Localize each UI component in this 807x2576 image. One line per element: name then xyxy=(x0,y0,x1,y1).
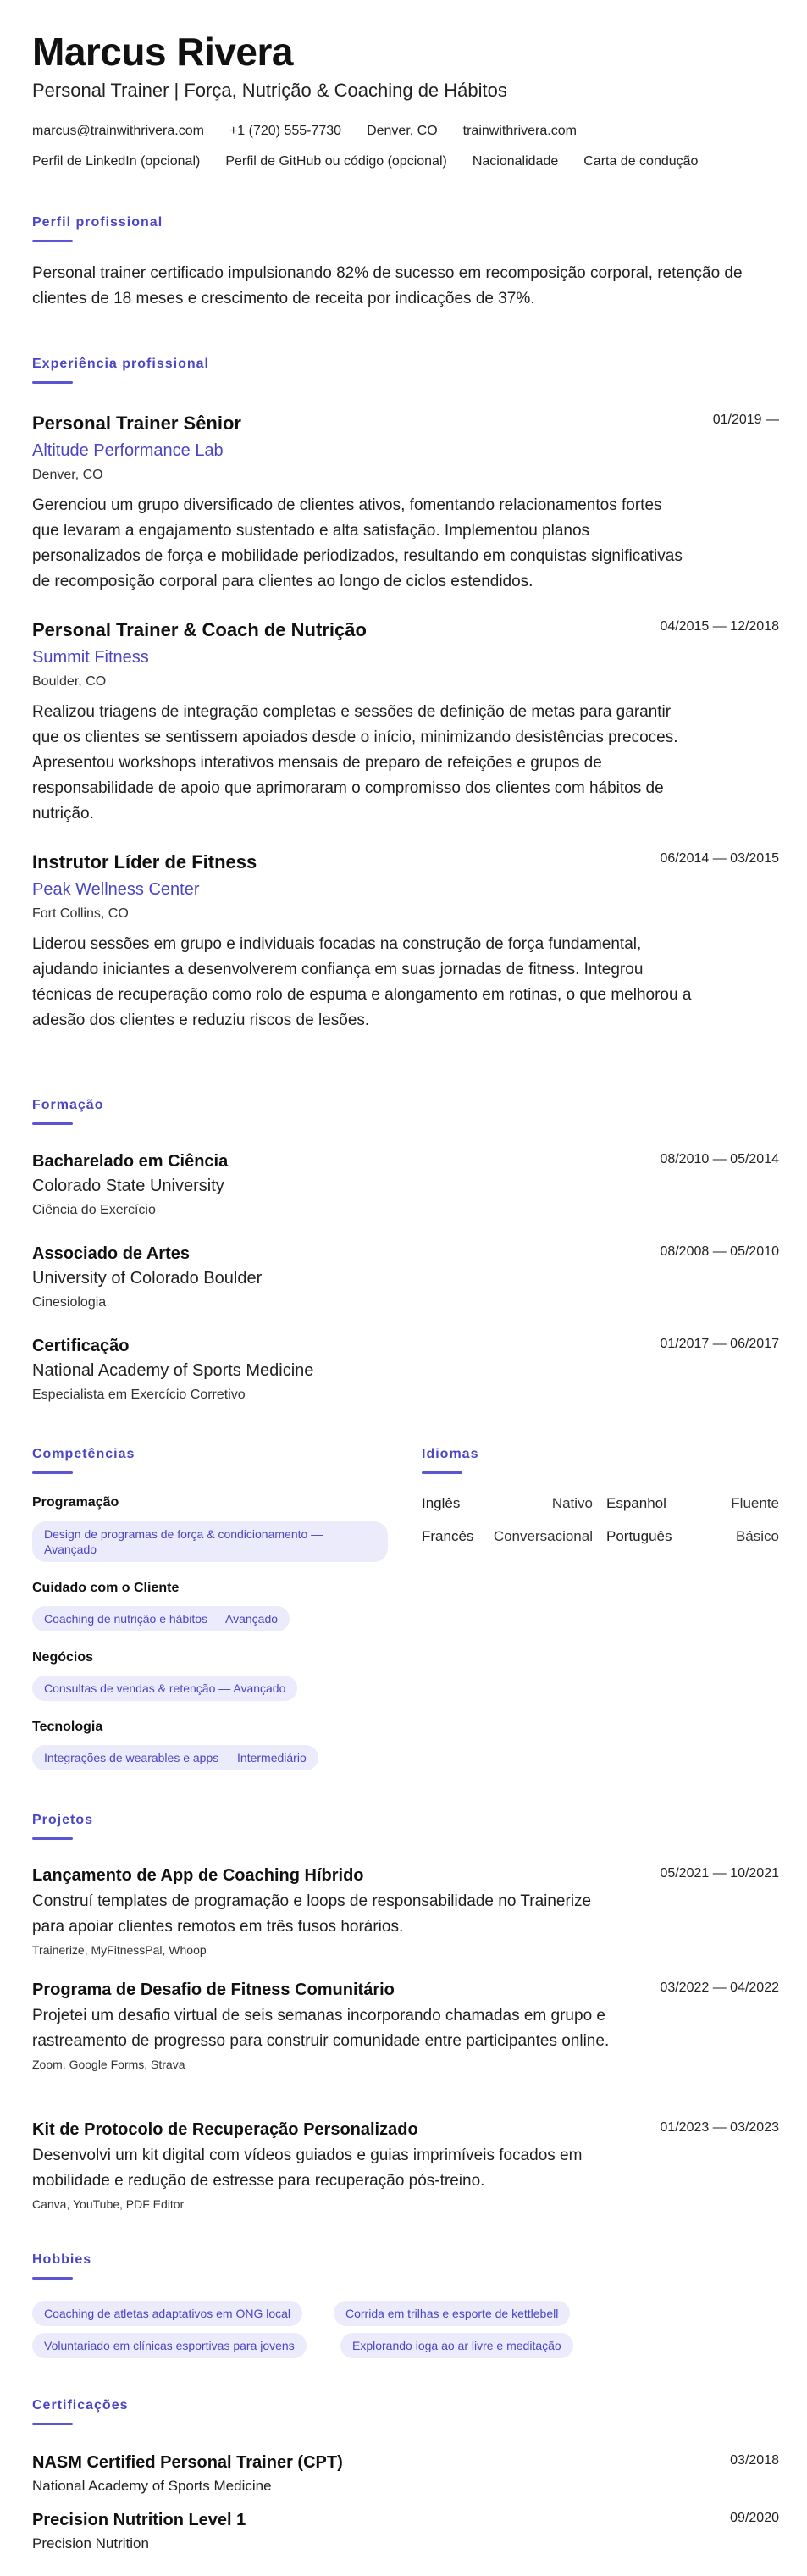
contact-phone[interactable]: +1 (720) 555-7730 xyxy=(229,124,342,138)
certification-name: NASM Certified Personal Trainer (CPT) xyxy=(32,2453,343,2472)
education-degree: Certificação xyxy=(32,1337,130,1355)
job-dates: 06/2014 — 03/2015 xyxy=(660,851,779,866)
education-entry xyxy=(32,1152,779,1218)
contact-linkedin[interactable]: Perfil de LinkedIn (opcional) xyxy=(32,154,201,169)
education-degree: Associado de Artes xyxy=(32,1244,190,1263)
education-field: Ciência do Exercício xyxy=(32,1203,156,1217)
job-company: Altitude Performance Lab xyxy=(32,441,224,460)
skill-pill: Design de programas de força & condicionamento — Avançado xyxy=(32,1521,388,1562)
contact-email[interactable]: marcus@trainwithrivera.com xyxy=(32,124,204,138)
skill-pill: Integrações de wearables e apps — Intermediário xyxy=(32,1745,318,1770)
job-entry xyxy=(32,619,779,827)
education-entry xyxy=(32,1337,779,1403)
certification-date: 09/2020 xyxy=(730,2511,779,2525)
job-title: Personal Trainer & Coach de Nutrição xyxy=(32,619,367,640)
language-name: Francês xyxy=(422,1528,474,1544)
language-level: Conversacional xyxy=(493,1528,593,1544)
job-company: Peak Wellness Center xyxy=(32,880,200,899)
job-location: Denver, CO xyxy=(32,468,103,482)
skill-category: Negócios xyxy=(32,1650,94,1665)
project-title: Programa de Desafio de Fitness Comunitário xyxy=(32,1980,395,1999)
education-school: University of Colorado Boulder xyxy=(32,1269,263,1288)
education-field: Cinesiologia xyxy=(32,1295,107,1310)
candidate-headline: Personal Trainer | Força, Nutrição & Coaching de Hábitos xyxy=(32,80,507,101)
certification-entry xyxy=(32,2511,779,2552)
skill-pill: Coaching de nutrição e hábitos — Avançado xyxy=(32,1606,290,1631)
section-title-profile: Perfil profissional xyxy=(32,215,163,230)
section-rule xyxy=(32,1471,73,1474)
project-dates: 01/2023 — 03/2023 xyxy=(660,2120,779,2135)
section-rule xyxy=(32,240,73,242)
section-title-education: Formação xyxy=(32,1098,104,1112)
section-rule xyxy=(32,2423,73,2425)
education-entry xyxy=(32,1244,779,1310)
project-description: Projetei um desafio virtual de seis semanas incorporando chamadas em grupo e rastreamento de progresso para construir comunidade entre participantes online. xyxy=(32,2007,610,2050)
job-description: Gerenciou um grupo diversificado de clientes ativos, fomentando relacionamentos fortes que levaram a engajamento sustentado e alta satisfação. Implementou planos personalizados de força e mobilidade periodizados, resultando em conquistas significativas de recomposição corporal para clientes ao longo de ciclos estendidos. xyxy=(32,496,683,590)
language-name: Inglês xyxy=(422,1495,461,1511)
section-rule xyxy=(32,381,73,384)
job-location: Fort Collins, CO xyxy=(32,906,129,921)
language-level: Básico xyxy=(735,1528,779,1544)
job-title: Personal Trainer Sênior xyxy=(32,413,241,434)
language-name: Espanhol xyxy=(606,1495,666,1511)
education-degree: Bacharelado em Ciência xyxy=(32,1152,229,1171)
section-title-skills: Competências xyxy=(32,1447,135,1461)
job-entry xyxy=(32,851,779,1033)
certification-issuer: National Academy of Sports Medicine xyxy=(32,2478,272,2494)
skill-pill: Consultas de vendas & retenção — Avançado xyxy=(32,1676,297,1701)
section-title-experience: Experiência profissional xyxy=(32,357,209,371)
language-level: Nativo xyxy=(551,1495,593,1511)
skill-category: Cuidado com o Cliente xyxy=(32,1581,180,1595)
project-entry xyxy=(32,1866,779,1957)
contact-row-primary xyxy=(32,124,577,139)
education-school: National Academy of Sports Medicine xyxy=(32,1361,314,1380)
contact-row-secondary xyxy=(32,154,698,169)
project-tech: Zoom, Google Forms, Strava xyxy=(32,2058,185,2071)
project-description: Construí templates de programação e loops de responsabilidade no Trainerize para apoiar clientes remotos em três fusos horários. xyxy=(32,1892,592,1936)
section-rule xyxy=(422,1471,462,1474)
job-company: Summit Fitness xyxy=(32,648,149,667)
education-school: Colorado State University xyxy=(32,1177,224,1195)
job-entry xyxy=(32,413,779,595)
job-location: Boulder, CO xyxy=(32,674,107,689)
hobby-pill: Explorando ioga ao ar livre e meditação xyxy=(340,2333,573,2358)
project-title: Kit de Protocolo de Recuperação Personalizado xyxy=(32,2120,418,2139)
contact-github[interactable]: Perfil de GitHub ou código (opcional) xyxy=(225,154,447,169)
section-rule xyxy=(32,1837,73,1840)
certification-name: Precision Nutrition Level 1 xyxy=(32,2511,246,2529)
certification-date: 03/2018 xyxy=(730,2453,779,2468)
section-title-hobbies: Hobbies xyxy=(32,2252,92,2267)
project-tech: Canva, YouTube, PDF Editor xyxy=(32,2197,185,2211)
section-rule xyxy=(32,2277,73,2280)
project-entry xyxy=(32,1980,779,2071)
project-entry xyxy=(32,2120,779,2211)
section-title-languages: Idiomas xyxy=(422,1447,479,1461)
job-title: Instrutor Líder de Fitness xyxy=(32,851,257,873)
section-rule xyxy=(32,1122,73,1125)
hobby-pill: Coaching de atletas adaptativos em ONG local xyxy=(32,2301,302,2326)
education-dates: 01/2017 — 06/2017 xyxy=(660,1337,779,1351)
education-dates: 08/2010 — 05/2014 xyxy=(660,1152,779,1166)
education-dates: 08/2008 — 05/2010 xyxy=(660,1244,779,1259)
certification-issuer: Precision Nutrition xyxy=(32,2535,149,2551)
project-dates: 03/2022 — 04/2022 xyxy=(660,1980,779,1995)
job-description: Liderou sessões em grupo e individuais focadas na construção de força fundamental, ajudando iniciantes a desenvolverem confiança em suas jornadas de fitness. Integrou técnicas de recuperação como rolo de espuma e alongamento em rotinas, o que melhorou a adesão dos clientes e reduziu riscos de lesões. xyxy=(32,935,692,1029)
project-tech: Trainerize, MyFitnessPal, Whoop xyxy=(32,1943,207,1957)
job-description: Realizou triagens de integração completas e sessões de definição de metas para garantir que os clientes se sentissem apoiados desde o início, minimizando desistências precoces. Apresentou workshops interativos mensais de preparo de refeições e grupos de responsabilidade de apoio que aprimoraram o compromisso dos clientes com hábitos de nutrição. xyxy=(32,703,678,823)
language-name: Português xyxy=(606,1528,672,1544)
certification-entry xyxy=(32,2453,779,2495)
project-dates: 05/2021 — 10/2021 xyxy=(660,1866,779,1881)
skill-category: Tecnologia xyxy=(32,1720,103,1734)
contact-location: Denver, CO xyxy=(367,124,438,138)
profile-summary: Personal trainer certificado impulsionando 82% de sucesso em recomposição corporal, retenção de clientes de 18 meses e crescimento de receita por indicações de 37%. xyxy=(32,264,743,307)
contact-nationality: Nacionalidade xyxy=(472,154,559,169)
project-title: Lançamento de App de Coaching Híbrido xyxy=(32,1866,364,1885)
section-title-certifications: Certificações xyxy=(32,2398,129,2413)
hobby-pill: Corrida em trilhas e esporte de kettlebell xyxy=(334,2301,570,2326)
hobby-pill: Voluntariado em clínicas esportivas para jovens xyxy=(32,2333,307,2358)
job-dates: 01/2019 — xyxy=(712,413,779,427)
skill-category: Programação xyxy=(32,1495,119,1510)
language-level: Fluente xyxy=(731,1495,779,1511)
job-dates: 04/2015 — 12/2018 xyxy=(660,619,779,634)
candidate-name: Marcus Rivera xyxy=(32,30,293,74)
section-title-projects: Projetos xyxy=(32,1813,94,1827)
contact-website[interactable]: trainwithrivera.com xyxy=(462,124,577,138)
project-description: Desenvolvi um kit digital com vídeos guiados e guias imprimíveis focados em mobilidade e redução de estresse para recuperação pós-treino. xyxy=(32,2147,583,2190)
contact-driving-license: Carta de condução xyxy=(583,154,699,169)
education-field: Especialista em Exercício Corretivo xyxy=(32,1388,246,1402)
